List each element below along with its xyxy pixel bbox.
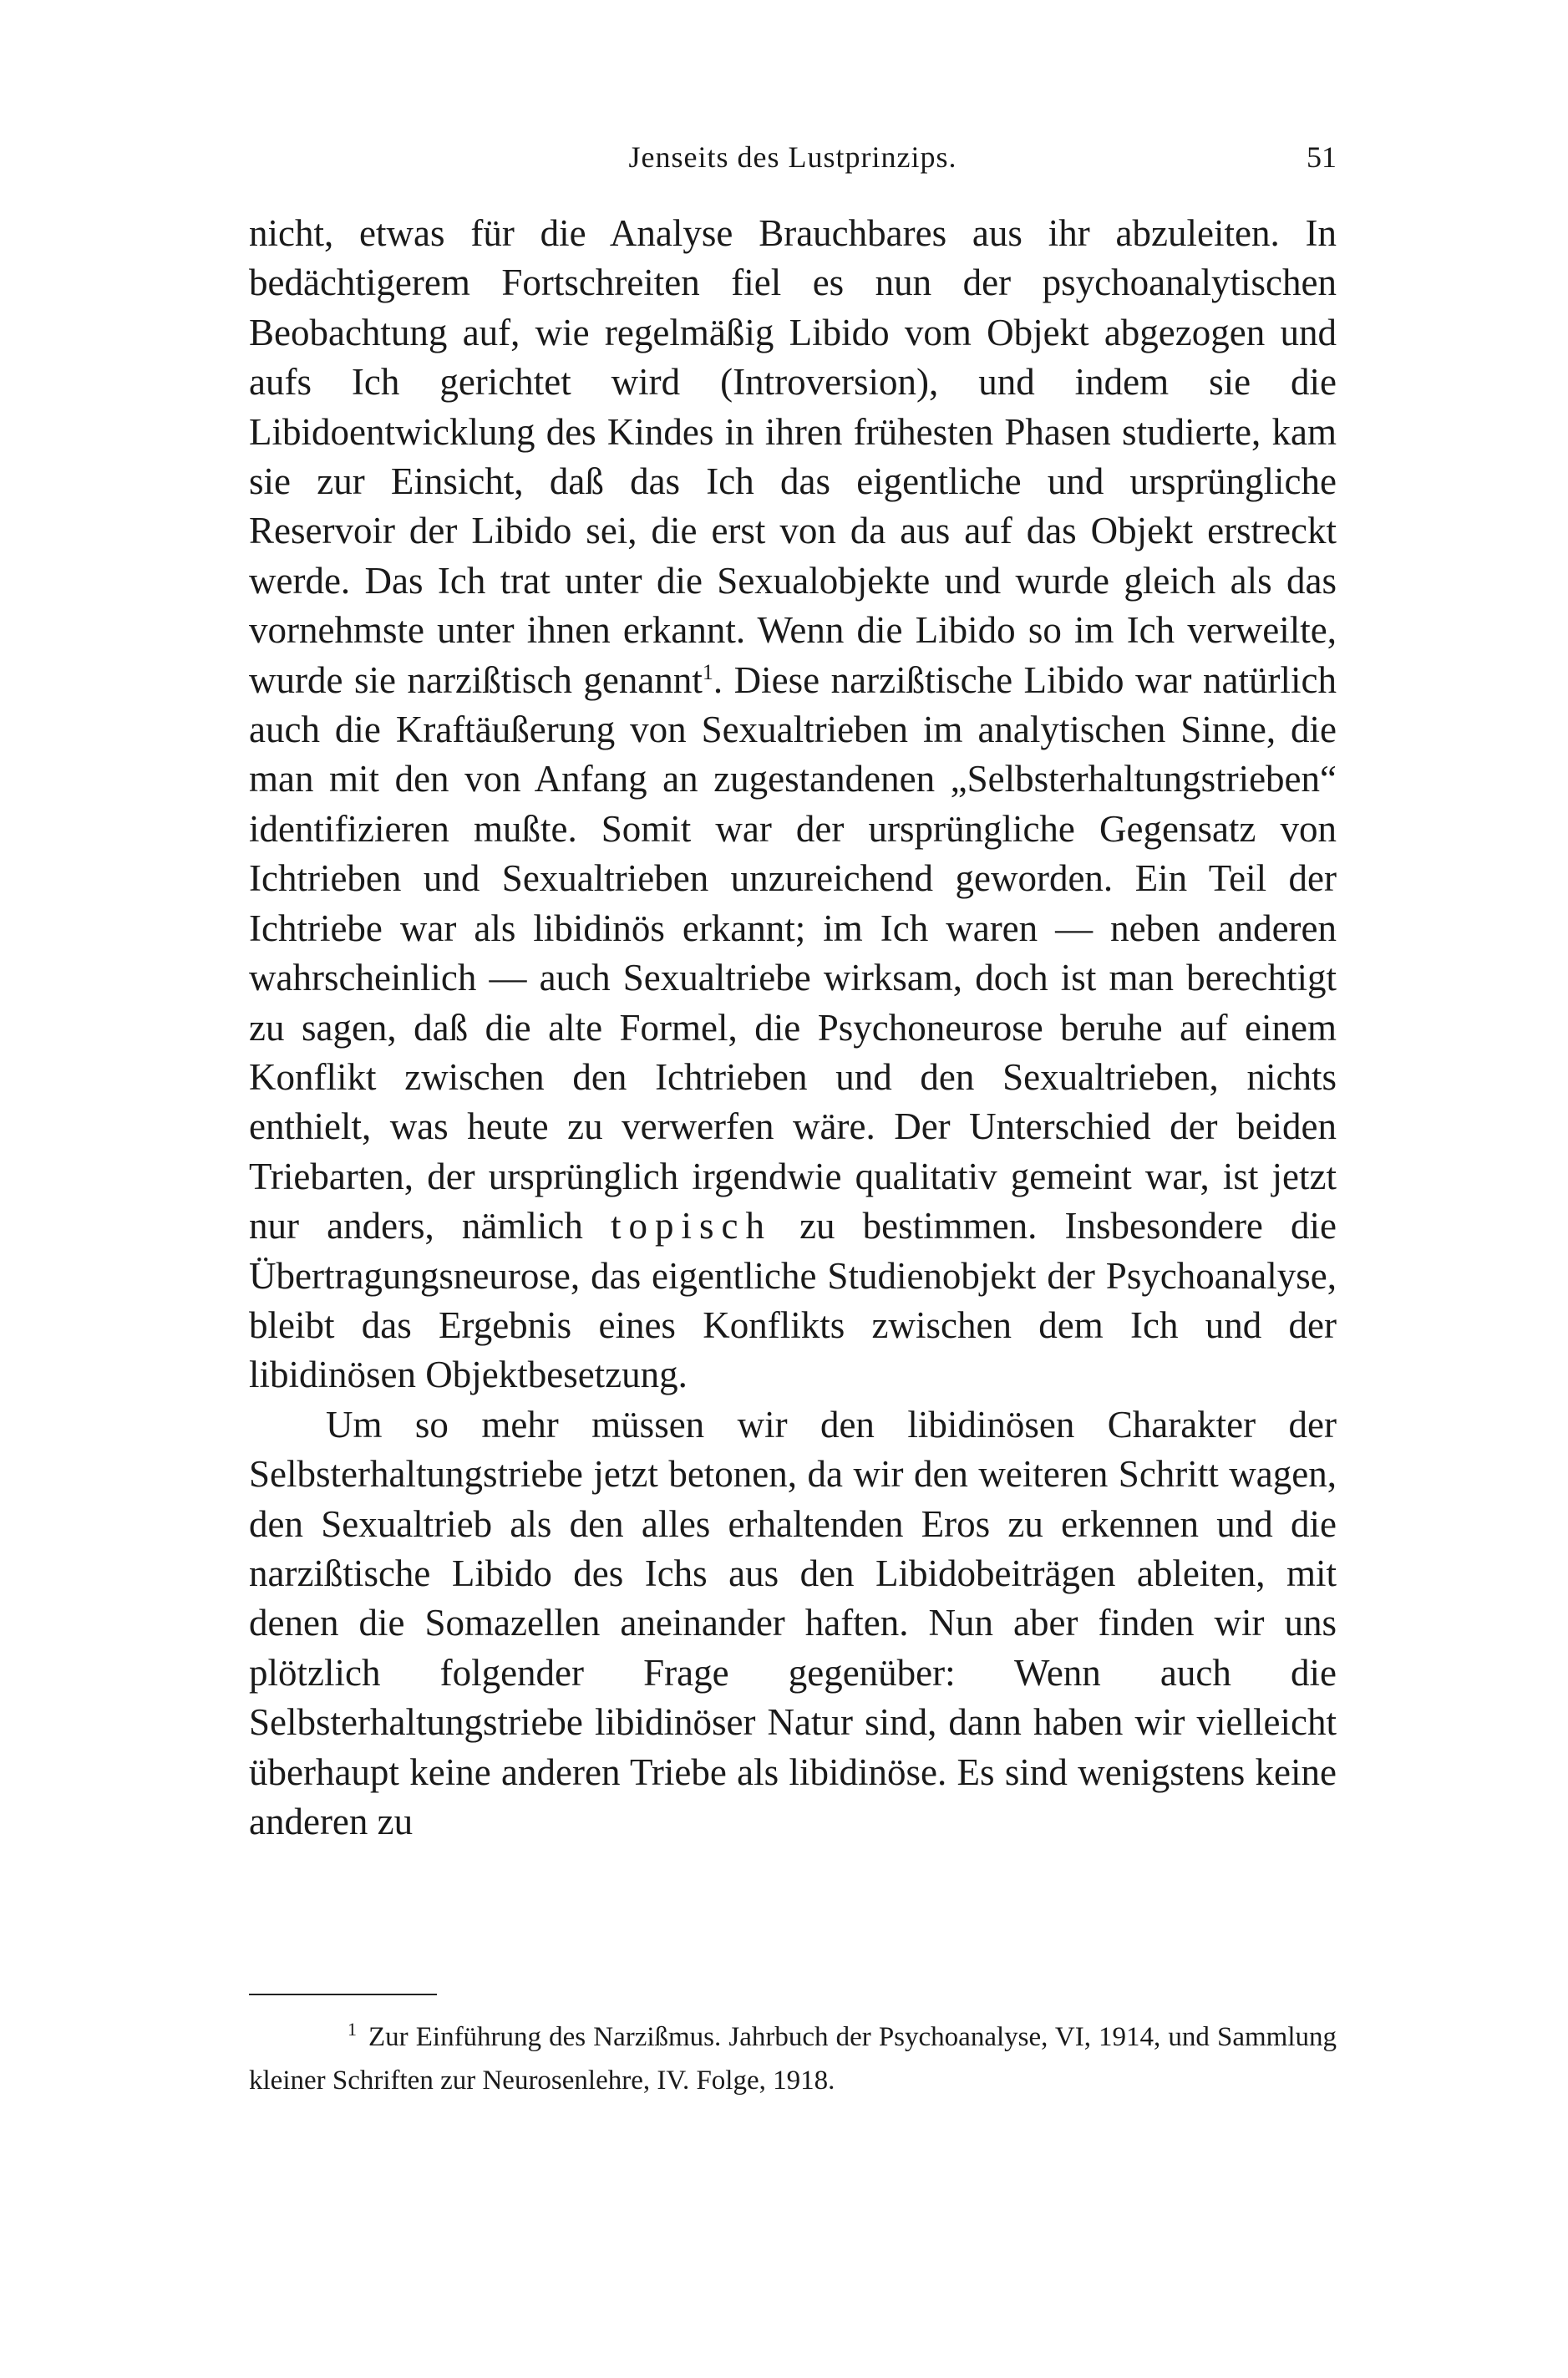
- paragraph-1-text-after: zu bestimmen. Insbesondere die Übertragungsneurose, das eigentliche Studienobjekt der Psychoanalyse, bleibt das Ergebnis eines Konflikts zwischen dem Ich und der libidinösen Objektbesetzung.: [249, 1205, 1337, 1396]
- footnote-reference-1: 1: [702, 659, 713, 684]
- footnote-divider: [249, 1994, 437, 1995]
- emphasized-word: topisch: [610, 1205, 772, 1247]
- page-number: 51: [1307, 140, 1337, 174]
- paragraph-1-text-middle: . Diese narzißtische Libido war natürlich auch die Kraftäußerung von Sexualtrieben im analytischen Sinne, die man mit den von Anfang an zugestandenen „Selbsterhaltungstrieben“ identifizieren mußte. Somit war der ursprüngliche Gegensatz von Ichtrieben und Sexualtrieben unzureichend geworden. Ein Teil der Ichtriebe war als libidinös erkannt; im Ich waren — neben anderen wahrscheinlich — auch Sexualtriebe wirksam, doch ist man berechtigt zu sagen, daß die alte Formel, die Psychoneurose beruhe auf einem Konflikt zwischen den Ichtrieben und den Sexualtrieben, nichts enthielt, was heute zu verwerfen wäre. Der Unterschied der beiden Triebarten, der ursprünglich irgendwie qualitativ gemeint war, ist jetzt nur anders, nämlich: [249, 658, 1337, 1247]
- body-text: [249, 209, 1337, 1847]
- running-title: Jenseits des Lustprinzips.: [628, 140, 957, 174]
- paragraph-1-text-before: nicht, etwas für die Analyse Brauchbares aus ihr abzuleiten. In bedächtigerem Fortschreiten fiel es nun der psychoanalytischen Beobachtung auf, wie regelmäßig Libido vom Objekt abgezogen und aufs Ich gerichtet wird (Introversion), und indem sie die Libidoentwicklung des Kindes in ihren frühesten Phasen studierte, kam sie zur Einsicht, daß das Ich das eigentliche und ursprüngliche Reservoir der Libido sei, die erst von da aus auf das Objekt erstreckt werde. Das Ich trat unter die Sexualobjekte und wurde gleich als das vornehmste unter ihnen erkannt. Wenn die Libido so im Ich verweilte, wurde sie narzißtisch genannt: [249, 212, 1337, 701]
- footnote-text: Zur Einführung des Narzißmus. Jahrbuch der Psychoanalyse, VI, 1914, und Sammlung kleiner Schriften zur Neurosenlehre, IV. Folge, 1918.: [249, 2022, 1337, 2096]
- paragraph-2: Um so mehr müssen wir den libidinösen Charakter der Selbsterhaltungstriebe jetzt betonen, da wir den weiteren Schritt wagen, den Sexualtrieb als den alles erhaltenden Eros zu erkennen und die narzißtische Libido des Ichs aus den Libidobeiträgen ableiten, mit denen die Somazellen aneinander haften. Nun aber finden wir uns plötzlich folgender Frage gegenüber: Wenn auch die Selbsterhaltungstriebe libidinöser Natur sind, dann haben wir vielleicht überhaupt keine anderen Triebe als libidinöse. Es sind wenigstens keine anderen zu: [249, 1403, 1337, 1842]
- footnote-number: 1: [348, 2019, 357, 2040]
- running-head: [249, 134, 1337, 180]
- footnotes: [249, 2015, 1337, 2102]
- footnote-1: [249, 2015, 1337, 2102]
- paragraph-1: [249, 209, 1337, 1400]
